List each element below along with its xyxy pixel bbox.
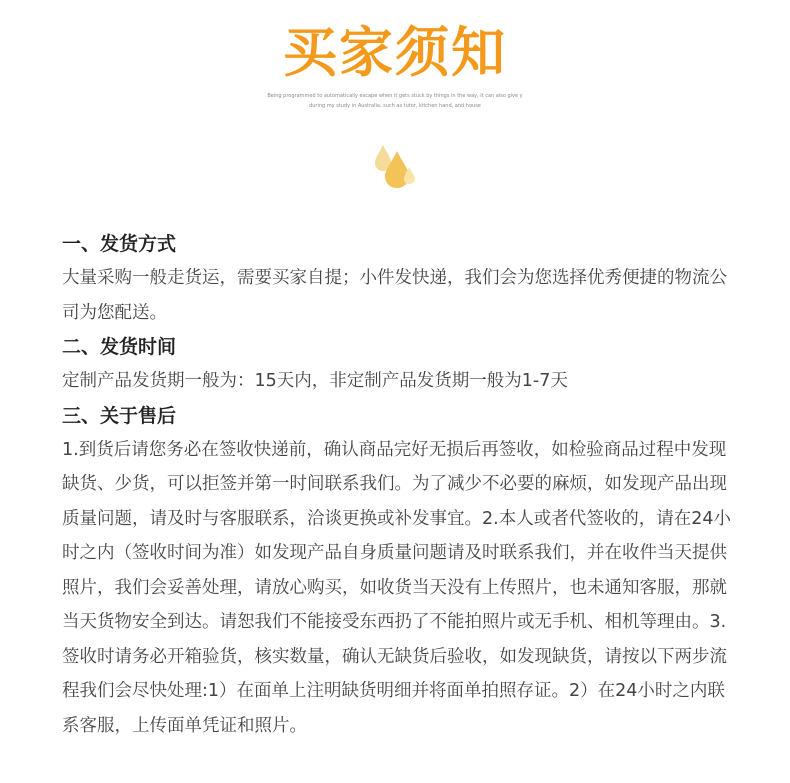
page-subtitle bbox=[195, 91, 595, 111]
subtitle-line-1: Being programmed to automatically escape when it gets stuck by things in the way, it can also give y bbox=[267, 93, 523, 99]
section-heading: 三、关于售后 bbox=[62, 404, 177, 427]
subtitle-line-2: during my study in Australia, such as tutor, kitchen hand, and house bbox=[309, 103, 481, 109]
section-body: 定制产品发货期一般为：15天内，非定制产品发货期一般为1-7天 bbox=[62, 371, 568, 391]
section-shipping-method bbox=[62, 227, 738, 330]
section-after-sales bbox=[62, 399, 738, 744]
section-body: 1.到货后请您务必在签收快递前，确认商品完好无损后再签收，如检验商品过程中发现缺货、少货，可以拒签并第一时间联系我们。为了减少不必要的麻烦，如发现产品出现质量问题，请及时与客服联系，洽谈更换或补发事宜。2.本人或者代签收的，请在24小时之内（签收时间为准）如发现产品自身质量问题请及时联系我们，并在收件当天提供照片，我们会妥善处理，请放心购买，如收货当天没有上传照片，也未通知客服，那就当天货物安全到达。请恕我们不能接受东西扔了不能拍照片或无手机、相机等理由。3.签收时请务必开箱验货，核实数量，确认无缺货后验收，如发现缺货，请按以下两步流程我们会尽快处理:1）在面单上注明缺货明细并将面单拍照存证。2）在24小时之内联系客服，上传面单凭证和照片。 bbox=[62, 439, 731, 736]
section-heading: 二、发货时间 bbox=[62, 336, 177, 358]
section-body: 大量采购一般走货运，需要买家自提；小件发快递，我们会为您选择优秀便捷的物流公司为您配送。 bbox=[62, 268, 727, 323]
notice-content bbox=[62, 227, 738, 743]
section-shipping-time bbox=[62, 330, 738, 399]
water-drops-icon bbox=[373, 143, 419, 189]
page-title: 买家须知 bbox=[283, 21, 507, 84]
section-heading: 一、发货方式 bbox=[62, 233, 177, 255]
